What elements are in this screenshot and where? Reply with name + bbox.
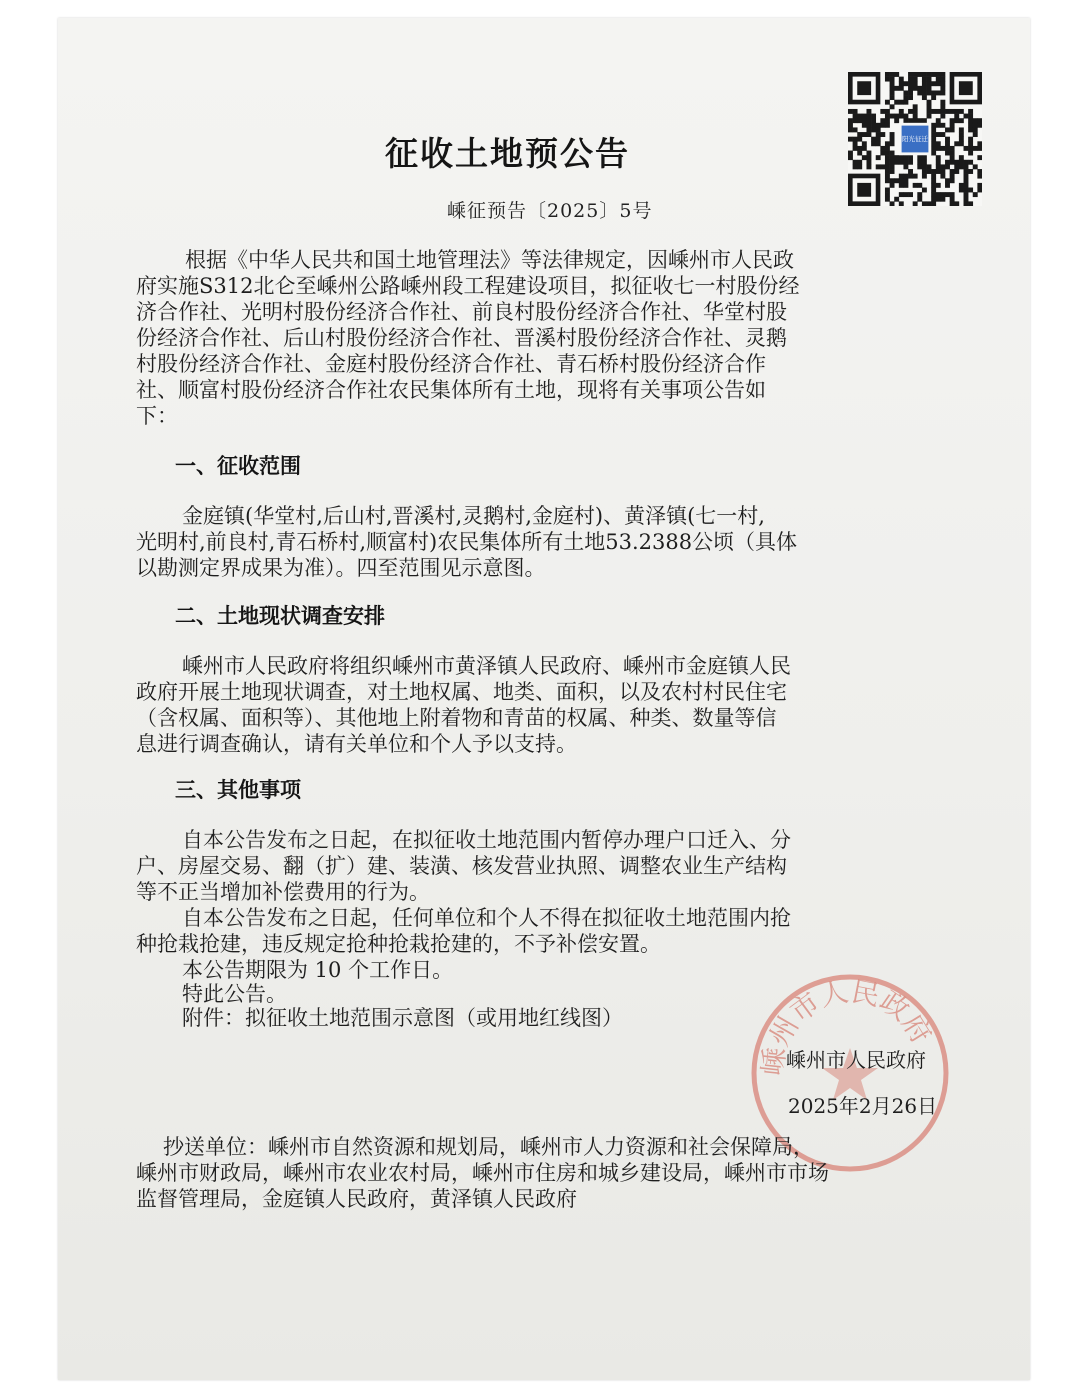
issuer-name: 嵊州市人民政府 (786, 1048, 926, 1072)
section2-line: 嵊州市人民政府将组织嵊州市黄泽镇人民政府、嵊州市金庭镇人民 (182, 654, 791, 678)
issue-date: 2025年2月26日 (788, 1094, 938, 1118)
intro-line: 村股份经济合作社、金庭村股份经济合作社、青石桥村股份经济合作 (136, 352, 766, 376)
cc-line: 嵊州市财政局，嵊州市农业农村局，嵊州市住房和城乡建设局，嵊州市市场 (136, 1161, 829, 1185)
section3-line: 本公告期限为 10 个工作日。 (182, 958, 454, 982)
cc-line: 监督管理局，金庭镇人民政府，黄泽镇人民政府 (136, 1187, 577, 1211)
intro-line: 济合作社、光明村股份经济合作社、前良村股份经济合作社、华堂村股 (136, 300, 787, 324)
section3-line: 种抢栽抢建，违反规定抢种抢栽抢建的，不予补偿安置。 (136, 932, 661, 956)
section3-line: 户、房屋交易、翻（扩）建、装潢、核发营业执照、调整农业生产结构 (136, 854, 787, 878)
qr-code-icon (848, 72, 982, 206)
intro-line: 下： (136, 404, 178, 428)
section2-line: 息进行调查确认，请有关单位和个人予以支持。 (136, 732, 577, 756)
section-heading-scope: 一、征收范围 (175, 453, 301, 478)
intro-line: 社、顺富村股份经济合作社农民集体所有土地，现将有关事项公告如 (136, 378, 766, 402)
qr-badge-text: 阳光征迁 (902, 134, 928, 143)
section-heading-other: 三、其他事项 (175, 777, 301, 802)
section2-line: 政府开展土地现状调查，对土地权属、地类、面积，以及农村村民住宅 (136, 680, 787, 704)
document-number: 嵊征预告〔2025〕5号 (447, 200, 653, 222)
section1-line: 以勘测定界成果为准）。四至范围见示意图。 (136, 556, 546, 580)
cc-line: 抄送单位：嵊州市自然资源和规划局，嵊州市人力资源和社会保障局， (163, 1135, 814, 1159)
section3-line: 等不正当增加补偿费用的行为。 (136, 880, 430, 904)
document-title: 征收土地预公告 (385, 134, 630, 173)
intro-line: 根据《中华人民共和国土地管理法》等法律规定，因嵊州市人民政 (185, 248, 794, 272)
section3-line: 自本公告发布之日起，在拟征收土地范围内暂停办理户口迁入、分 (182, 828, 791, 852)
intro-line: 份经济合作社、后山村股份经济合作社、晋溪村股份经济合作社、灵鹅 (136, 326, 787, 350)
section-heading-survey: 二、土地现状调查安排 (175, 603, 385, 628)
section1-line: 光明村,前良村,青石桥村,顺富村)农民集体所有土地53.2388公顷（具体 (136, 530, 798, 554)
intro-line: 府实施S312北仑至嵊州公路嵊州段工程建设项目，拟征收七一村股份经 (136, 274, 800, 298)
seal-text: 嵊州市人民政府 (756, 974, 939, 1078)
section3-line: 特此公告。 (182, 982, 287, 1006)
section2-line: （含权属、面积等）、其他地上附着物和青苗的权属、种类、数量等信 (136, 706, 777, 730)
section1-line: 金庭镇(华堂村,后山村,晋溪村,灵鹅村,金庭村)、黄泽镇(七一村, (182, 504, 765, 528)
attachment-line: 附件：拟征收土地范围示意图（或用地红线图） (182, 1006, 623, 1030)
section3-line: 自本公告发布之日起，任何单位和个人不得在拟征收土地范围内抢 (182, 906, 791, 930)
